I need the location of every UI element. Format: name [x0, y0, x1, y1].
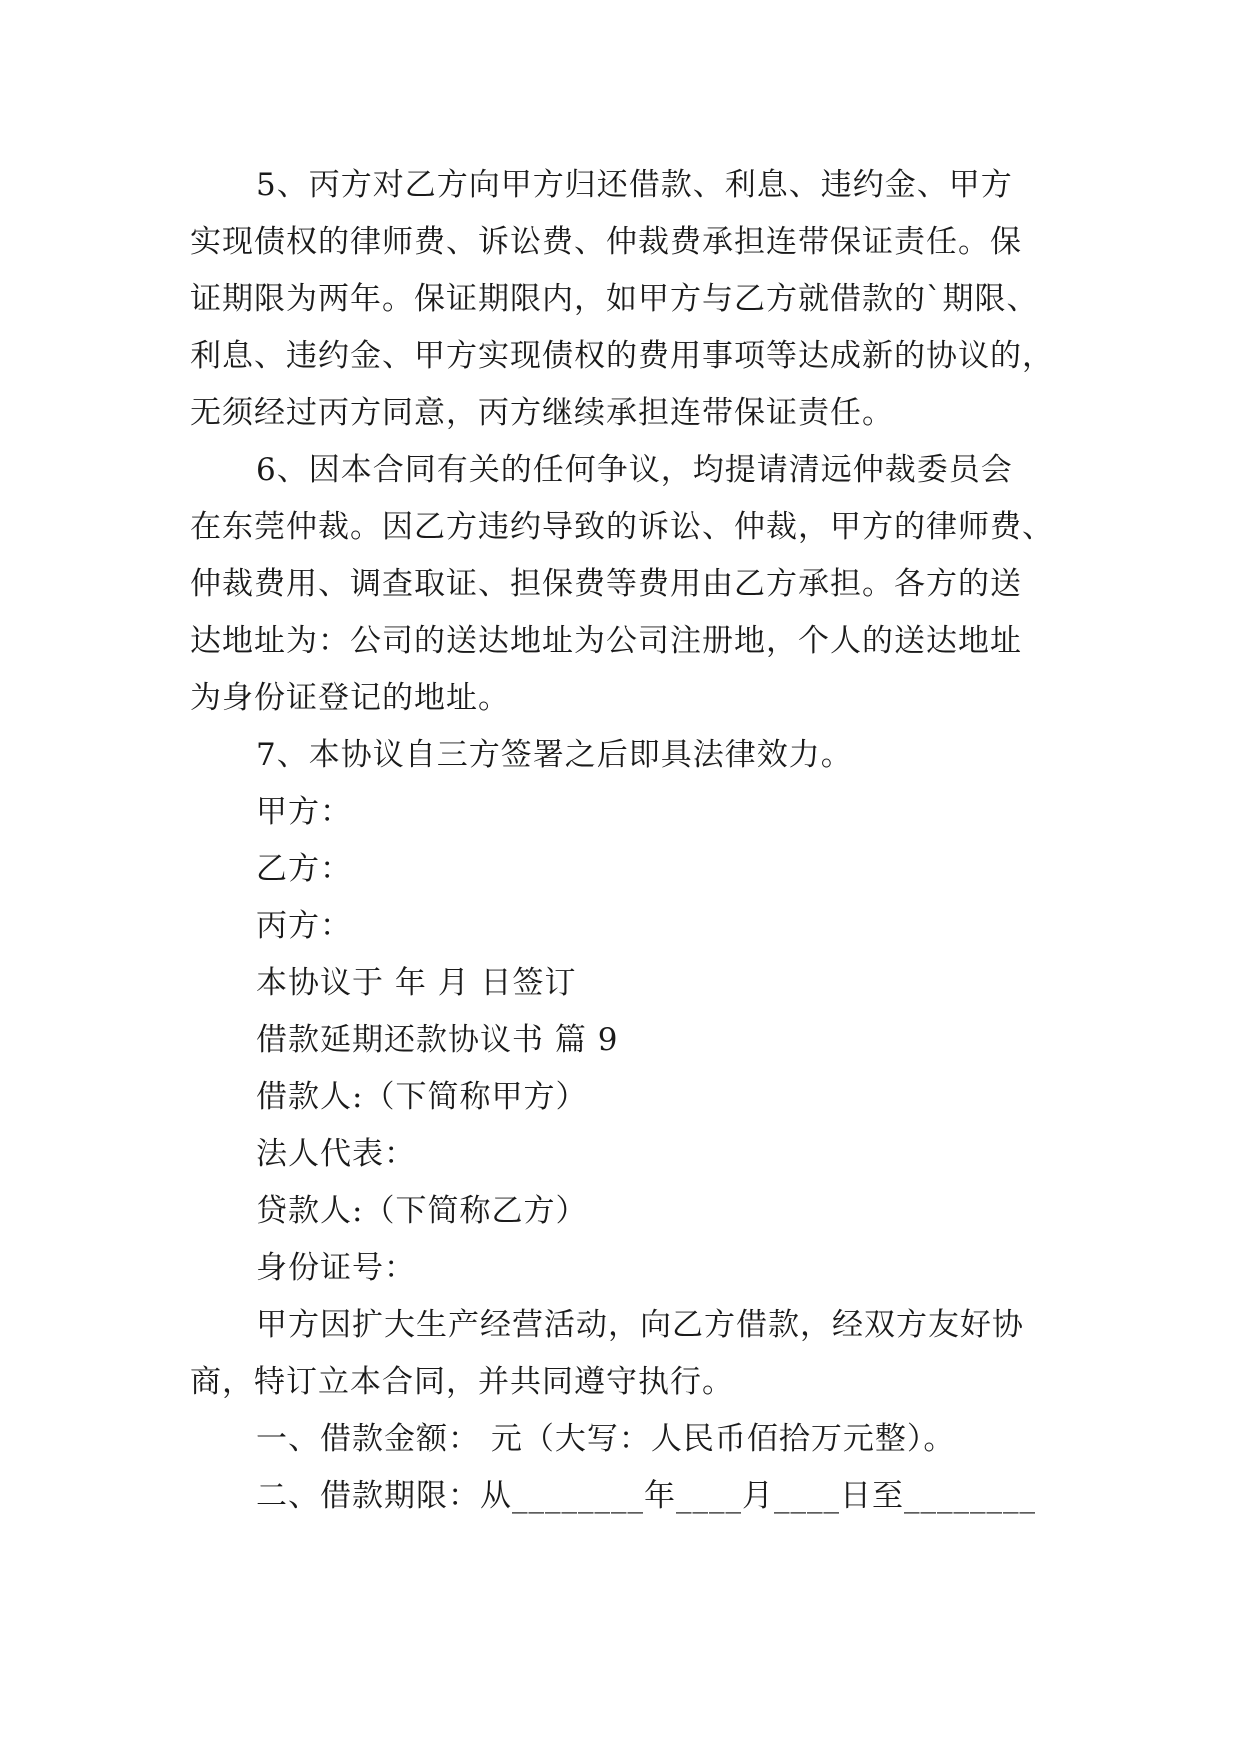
signing-date-line: 本协议于 年 月 日签订 [256, 965, 577, 1001]
paragraph-5-line-4: 利息、违约金、甲方实现债权的费用事项等达成新的协议的， [190, 338, 1054, 374]
paragraph-6-line-4: 达地址为：公司的送达地址为公司注册地，个人的送达地址 [190, 623, 1022, 659]
legal-representative-line: 法人代表： [256, 1136, 416, 1172]
paragraph-6-line-3: 仲裁费用、调查取证、担保费等费用由乙方承担。各方的送 [190, 566, 1022, 602]
paragraph-7: 7、本协议自三方签署之后即具法律效力。 [256, 737, 853, 773]
clause-loan-term: 二、借款期限：从________年____月____日至________ [256, 1478, 1036, 1514]
party-a-signature-label: 甲方： [256, 794, 352, 830]
clause-loan-amount: 一、借款金额： 元（大写：人民币佰拾万元整）。 [256, 1421, 956, 1457]
paragraph-6-line-1: 6、因本合同有关的任何争议，均提请清远仲裁委员会 [256, 452, 1013, 488]
paragraph-6-line-2: 在东莞仲裁。因乙方违约导致的诉讼、仲裁，甲方的律师费、 [190, 509, 1054, 545]
intro-line-2: 商，特订立本合同，并共同遵守执行。 [190, 1364, 734, 1400]
lender-line: 贷款人:（下简称乙方） [256, 1193, 588, 1229]
paragraph-5-line-1: 5、丙方对乙方向甲方归还借款、利息、违约金、甲方 [256, 167, 1013, 203]
party-c-signature-label: 丙方： [256, 908, 352, 944]
party-b-signature-label: 乙方： [256, 851, 352, 887]
paragraph-5-line-2: 实现债权的律师费、诉讼费、仲裁费承担连带保证责任。保 [190, 224, 1022, 260]
intro-line-1: 甲方因扩大生产经营活动，向乙方借款，经双方友好协 [256, 1307, 1024, 1343]
paragraph-5-line-5: 无须经过丙方同意，丙方继续承担连带保证责任。 [190, 395, 894, 431]
paragraph-5-line-3: 证期限为两年。保证期限内，如甲方与乙方就借款的`期限、 [190, 281, 1039, 317]
paragraph-6-line-5: 为身份证登记的地址。 [190, 680, 510, 716]
id-number-line: 身份证号： [256, 1250, 416, 1286]
borrower-line: 借款人:（下简称甲方） [256, 1079, 588, 1115]
section-title: 借款延期还款协议书 篇 9 [256, 1022, 619, 1058]
